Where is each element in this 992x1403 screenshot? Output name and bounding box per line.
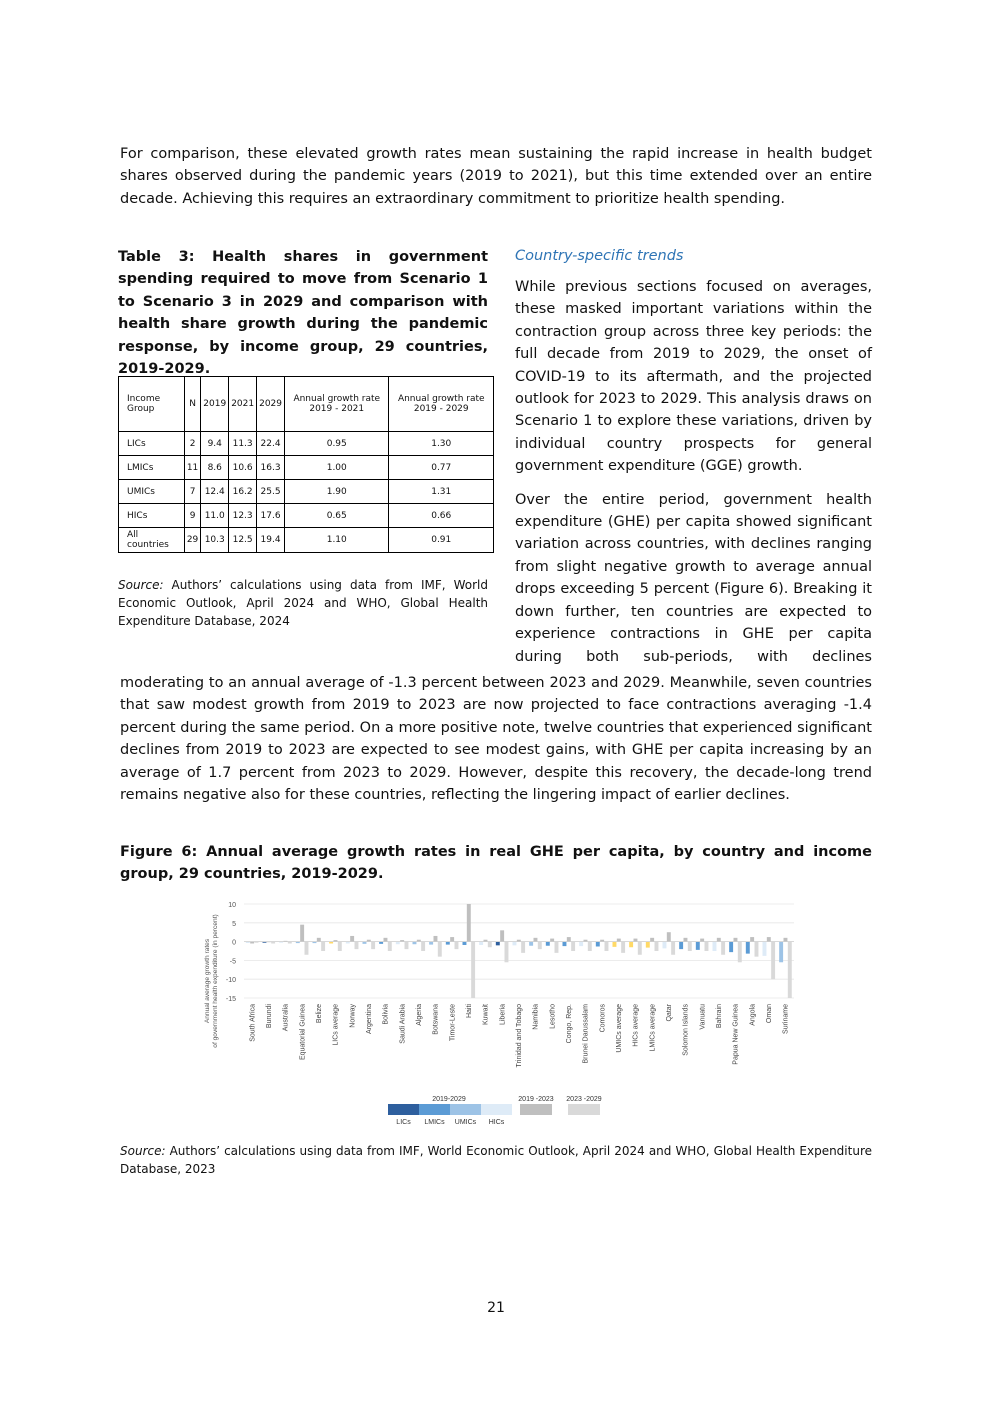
- bar: [321, 942, 325, 951]
- category-label: Solomon Islands: [682, 1004, 690, 1056]
- y-tick-label: -5: [229, 958, 236, 966]
- bar: [721, 942, 725, 955]
- bar: [505, 942, 509, 963]
- table-cell: HICs: [119, 504, 185, 528]
- table-cell: 1.10: [285, 528, 389, 553]
- category-label: Liberia: [499, 1004, 507, 1026]
- table-header-cell: Income Group: [119, 377, 185, 432]
- bar: [496, 942, 500, 946]
- y-tick-label: 0: [232, 939, 236, 947]
- y-tick-label: 10: [228, 902, 236, 909]
- bar: [650, 938, 654, 942]
- table-cell: 0.77: [389, 456, 494, 480]
- table-cell: 8.6: [201, 456, 229, 480]
- figure6-chart: [194, 896, 804, 1136]
- legend-swatch: [481, 1104, 512, 1115]
- category-label: UMICs average: [616, 1004, 623, 1053]
- table-cell: 22.4: [257, 432, 285, 456]
- legend-swatch: [450, 1104, 481, 1115]
- bar: [788, 942, 792, 998]
- figure6-title: Figure 6: Annual average growth rates in real GHE per capita, by country and income group, 29 countries, 2019-2029.: [120, 844, 872, 883]
- full-paragraph: moderating to an annual average of -1.3 percent between 2023 and 2029. Meanwhile, seven countries that saw modest growth from 2019 to 2023 are now projected to face contractions averaging -1.4 percent during the same period. On a more positive note, twelve countries that experienced significant declines from 2019 to 2023 are expected to see modest gains, with GHE per capita increasing by an average of 1.7 percent from 2023 to 2029. However, despite this recovery, the decade-long trend remains negative also for these countries, reflecting the lingering impact of earlier declines.: [120, 675, 872, 804]
- table-cell: 29: [184, 528, 200, 553]
- source-label: Source:: [118, 578, 164, 592]
- bar: [588, 942, 592, 951]
- bar: [755, 942, 759, 957]
- bar: [738, 942, 742, 963]
- bar: [634, 939, 638, 942]
- table-row: [119, 480, 494, 504]
- legend-swatch: [388, 1104, 419, 1115]
- bar: [438, 942, 442, 957]
- bar: [646, 942, 650, 948]
- table-cell: 1.90: [285, 480, 389, 504]
- bar: [384, 938, 388, 942]
- table-cell: 16.3: [257, 456, 285, 480]
- table-row: [119, 432, 494, 456]
- y-tick-label: -10: [225, 977, 236, 985]
- table-cell: LICs: [119, 432, 185, 456]
- category-label: Haiti: [466, 1004, 473, 1019]
- bar: [350, 936, 354, 942]
- bar: [455, 942, 459, 950]
- bar: [500, 930, 504, 941]
- table-cell: 17.6: [257, 504, 285, 528]
- bar: [746, 942, 750, 954]
- table-cell: 2: [184, 432, 200, 456]
- bar: [463, 942, 467, 945]
- bar: [534, 938, 538, 942]
- table-cell: 11: [184, 456, 200, 480]
- table-cell: 0.66: [389, 504, 494, 528]
- table-row: [119, 456, 494, 480]
- table-cell: 1.30: [389, 432, 494, 456]
- category-label: Vanuatu: [699, 1004, 707, 1030]
- table-row: [119, 528, 494, 553]
- category-label: Namibia: [532, 1004, 540, 1030]
- bar: [529, 942, 533, 946]
- bar: [429, 942, 433, 945]
- legend-group-label: 2023 -2029: [566, 1096, 602, 1103]
- bar: [734, 938, 738, 942]
- table-cell: 0.91: [389, 528, 494, 553]
- legend-group-label: 2019-2029: [432, 1096, 466, 1103]
- category-label: Lesotho: [549, 1004, 557, 1029]
- y-tick-label: -15: [225, 996, 236, 1003]
- bar: [655, 942, 659, 951]
- category-label: Saudi Arabia: [399, 1004, 407, 1044]
- table-cell: 10.3: [201, 528, 229, 553]
- bar: [700, 939, 704, 942]
- bar: [371, 942, 375, 950]
- bar: [717, 938, 721, 942]
- bar: [388, 942, 392, 951]
- right-column: [515, 246, 872, 679]
- category-label: Congo, Rep.: [566, 1004, 573, 1044]
- bar: [621, 942, 625, 953]
- table-header-row: [119, 377, 494, 432]
- table-cell: 12.3: [229, 504, 257, 528]
- table-cell: 0.65: [285, 504, 389, 528]
- bar: [550, 939, 554, 942]
- bar: [317, 938, 321, 942]
- bar: [596, 942, 600, 947]
- bar: [434, 936, 438, 942]
- bar: [638, 942, 642, 955]
- category-label: LMICs average: [649, 1004, 657, 1052]
- table-cell: 25.5: [257, 480, 285, 504]
- page-number: 21: [487, 1300, 505, 1316]
- category-label: LICs average: [332, 1004, 340, 1046]
- bar: [521, 942, 525, 953]
- bar: [555, 942, 559, 953]
- table-header-cell: 2019: [201, 377, 229, 432]
- category-label: Brunei Darussalam: [582, 1004, 590, 1064]
- table3-source: [118, 576, 488, 630]
- table-cell: 1.31: [389, 480, 494, 504]
- bar: [300, 925, 304, 942]
- table-cell: 10.6: [229, 456, 257, 480]
- table-cell: All countries: [119, 528, 185, 553]
- category-label: Argentina: [366, 1004, 373, 1034]
- table-cell: 16.2: [229, 480, 257, 504]
- category-label: Kuwait: [482, 1004, 490, 1026]
- bar: [784, 938, 788, 942]
- bar: [571, 942, 575, 951]
- bar: [471, 942, 475, 998]
- legend-income-label: HICs: [488, 1119, 505, 1126]
- bar: [688, 942, 692, 951]
- bar: [563, 942, 567, 947]
- category-label: Australia: [282, 1004, 290, 1032]
- category-label: Norway: [349, 1004, 357, 1028]
- category-label: HICs average: [632, 1004, 640, 1047]
- bar: [338, 942, 342, 951]
- bar: [779, 942, 783, 963]
- bar: [450, 937, 454, 942]
- bar: [667, 932, 671, 941]
- table-header-cell: N: [184, 377, 200, 432]
- category-label: Comoros: [599, 1004, 607, 1033]
- bar: [513, 942, 517, 946]
- category-label: Equatorial Guinea: [299, 1004, 307, 1061]
- bar: [767, 937, 771, 942]
- section-heading: Country-specific trends: [515, 248, 684, 264]
- legend-income-label: LMICs: [424, 1119, 445, 1126]
- table-cell: 11.3: [229, 432, 257, 456]
- bar: [579, 942, 583, 947]
- table-header-cell: 2029: [257, 377, 285, 432]
- figure6-source: [120, 1142, 872, 1178]
- bar: [567, 937, 571, 942]
- bar: [421, 942, 425, 951]
- table3-title: Table 3: Health shares in government spending required to move from Scenario 1 to Scenario 3 in 2029 and comparison with health share growth during the pandemic response, by income group, 29 countries, 2019-2029.: [118, 249, 488, 378]
- bar: [617, 939, 621, 942]
- bar: [663, 942, 667, 949]
- category-label: Timor-Leste: [449, 1004, 457, 1042]
- table-cell: 1.00: [285, 456, 389, 480]
- bar: [613, 942, 617, 947]
- category-label: Papua New Guinea: [732, 1004, 740, 1065]
- category-label: Bolivia: [382, 1004, 390, 1025]
- bar: [305, 942, 309, 955]
- table-header-cell: 2021: [229, 377, 257, 432]
- right-paragraph-2: Over the entire period, government health expenditure (GHE) per capita showed significant variation across countries, with declines ranging from slight negative growth to average annual drops exceeding 5 percent (Figure 6). Breaking it down further, ten countries are expected to experience contractions in GHE per capita during both sub-periods, with declines: [515, 491, 872, 665]
- bar: [771, 942, 775, 980]
- source-text: Authors’ calculations using data from IMF, World Economic Outlook, April 2024 and WHO, Global Health Expenditure Database, 2023: [120, 1144, 872, 1176]
- category-label: Angola: [749, 1004, 757, 1026]
- category-label: Belize: [316, 1004, 323, 1024]
- right-paragraph-1: While previous sections focused on averages, these masked important variations within the contraction group across three key periods: the full decade from 2019 to 2029, the onset of COVID-19 to its aftermath, and the projected outlook for 2023 to 2029. This analysis draws on Scenario 1 to explore these variations, driven by individual country prospects for general government expenditure (GGE) growth.: [515, 279, 872, 475]
- legend-group-label: 2019 -2023: [518, 1096, 554, 1103]
- bar: [729, 942, 733, 953]
- bar: [546, 942, 550, 946]
- bar: [671, 942, 675, 955]
- bar: [679, 942, 683, 950]
- bar: [629, 942, 633, 948]
- category-label: Burundi: [266, 1004, 273, 1029]
- bar: [479, 942, 483, 945]
- legend-income-label: UMICs: [454, 1119, 477, 1126]
- bar: [605, 942, 609, 951]
- table-cell: 19.4: [257, 528, 285, 553]
- category-label: Oman: [766, 1004, 773, 1024]
- legend-swatch: [419, 1104, 450, 1115]
- category-label: Qatar: [666, 1004, 673, 1022]
- table-cell: 7: [184, 480, 200, 504]
- bar: [355, 942, 359, 950]
- intro-paragraph: For comparison, these elevated growth rates mean sustaining the rapid increase in health budget shares observed during the pandemic years (2019 to 2021), but this time extended over an entire decade. Achieving this requires an extraordinary commitment to prioritize health spending.: [120, 146, 872, 207]
- table-cell: 0.95: [285, 432, 389, 456]
- bar: [488, 942, 492, 948]
- category-label: Trinidad and Tobago: [516, 1004, 523, 1068]
- bar: [405, 942, 409, 950]
- bar: [467, 904, 471, 942]
- source-text: Authors’ calculations using data from IMF, World Economic Outlook, April 2024 and WHO, Global Health Expenditure Database, 2024: [118, 578, 488, 628]
- bar: [684, 938, 688, 942]
- y-tick-label: 5: [232, 920, 236, 928]
- category-label: Bahrain: [716, 1004, 723, 1029]
- bar: [713, 942, 717, 951]
- table3: [118, 376, 494, 553]
- source-label: Source:: [120, 1144, 166, 1158]
- bar: [705, 942, 709, 951]
- category-label: Botswana: [432, 1004, 440, 1035]
- table-cell: LMICs: [119, 456, 185, 480]
- bar: [763, 942, 767, 956]
- legend-income-label: LICs: [396, 1119, 411, 1126]
- category-label: Suriname: [782, 1004, 790, 1034]
- table-cell: 9: [184, 504, 200, 528]
- legend-swatch: [520, 1104, 552, 1115]
- bar: [750, 937, 754, 942]
- bar: [446, 942, 450, 945]
- table-body: [119, 432, 494, 553]
- table-cell: 12.4: [201, 480, 229, 504]
- table-cell: 9.4: [201, 432, 229, 456]
- bar: [538, 942, 542, 950]
- table-cell: UMICs: [119, 480, 185, 504]
- table-header-cell: Annual growth rate 2019 - 2029: [389, 377, 494, 432]
- category-label: South Africa: [249, 1004, 257, 1042]
- table-row: [119, 504, 494, 528]
- y-axis-label: Annual average growth ratesof government health expenditure (in percent): [204, 914, 219, 1048]
- table-cell: 11.0: [201, 504, 229, 528]
- category-label: Algeria: [416, 1004, 423, 1026]
- legend-swatch: [568, 1104, 600, 1115]
- table-cell: 12.5: [229, 528, 257, 553]
- table-header-cell: Annual growth rate 2019 - 2021: [285, 377, 389, 432]
- bar: [696, 942, 700, 950]
- table3-block: [118, 246, 488, 380]
